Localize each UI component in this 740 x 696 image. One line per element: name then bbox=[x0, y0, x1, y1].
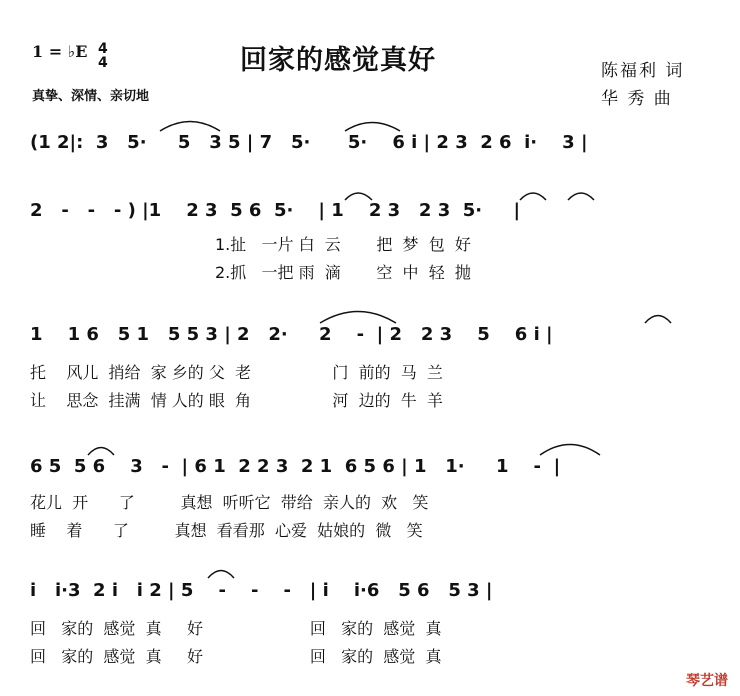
lyrics-row-2-verse-1: 1.扯 一片 白 云 把 梦 包 好 bbox=[215, 235, 471, 254]
lyrics-row-3-verse-2: 让 思念 挂满 情 人的 眼 角 河 边的 牛 羊 bbox=[30, 391, 443, 410]
notation-row-2: 2 - - - ) |1 2 3 5 6 5· | 1 2 3 2 3 5· | bbox=[30, 200, 521, 221]
lyrics-row-4-verse-2: 睡 着 了 真想 看看那 心爱 姑娘的 微 笑 bbox=[30, 521, 423, 540]
slur bbox=[320, 312, 396, 324]
lyrics-row-4-verse-1: 花儿 开 了 真想 听听它 带给 亲人的 欢 笑 bbox=[30, 493, 429, 512]
performance-direction: 真挚、深情、亲切地 bbox=[32, 89, 150, 104]
lyrics-row-5-verse-2: 回 家的 感觉 真 好 回 家的 感觉 真 bbox=[30, 647, 442, 666]
slur bbox=[540, 445, 600, 456]
time-bottom: 4 bbox=[98, 55, 108, 71]
slur bbox=[345, 123, 400, 132]
slur bbox=[88, 448, 114, 456]
composer-credit: 华 秀 曲 bbox=[601, 89, 673, 109]
notation-row-1: (1 2|: 3 5· 5 3 5 | 7 5· 5· 6 i | 2 3 2 6 i· 3 | bbox=[30, 132, 588, 153]
lyricist-credit: 陈福利 词 bbox=[601, 61, 685, 81]
notation-row-3: 1 1 6 5 1 5 5 3 | 2 2· 2 - | 2 2 3 5 6 i | bbox=[30, 324, 553, 345]
slur bbox=[345, 193, 372, 200]
notation-row-4: 6 5 5 6 3 - | 6 1 2 2 3 2 1 6 5 6 | 1 1· 1 - | bbox=[30, 456, 561, 477]
slur bbox=[520, 193, 546, 200]
notation-row-5: i i·3 2 i i 2 | 5 - - - | i i·6 5 6 5 3 | bbox=[30, 580, 493, 601]
time-top: 4 bbox=[98, 41, 108, 57]
song-title: 回家的感觉真好 bbox=[240, 45, 436, 76]
slur bbox=[568, 193, 594, 200]
slur bbox=[645, 316, 671, 324]
slur bbox=[208, 571, 234, 579]
lyrics-row-5-verse-1: 回 家的 感觉 真 好 回 家的 感觉 真 bbox=[30, 619, 442, 638]
lyrics-row-3-verse-1: 托 风儿 捎给 家 乡的 父 老 门 前的 马 兰 bbox=[30, 363, 443, 382]
slur bbox=[160, 122, 220, 132]
key-signature: 1 = ♭E bbox=[32, 42, 88, 61]
lyrics-row-2-verse-2: 2.抓 一把 雨 滴 空 中 轻 抛 bbox=[215, 263, 471, 282]
watermark-logo: 琴艺谱 bbox=[686, 673, 728, 689]
